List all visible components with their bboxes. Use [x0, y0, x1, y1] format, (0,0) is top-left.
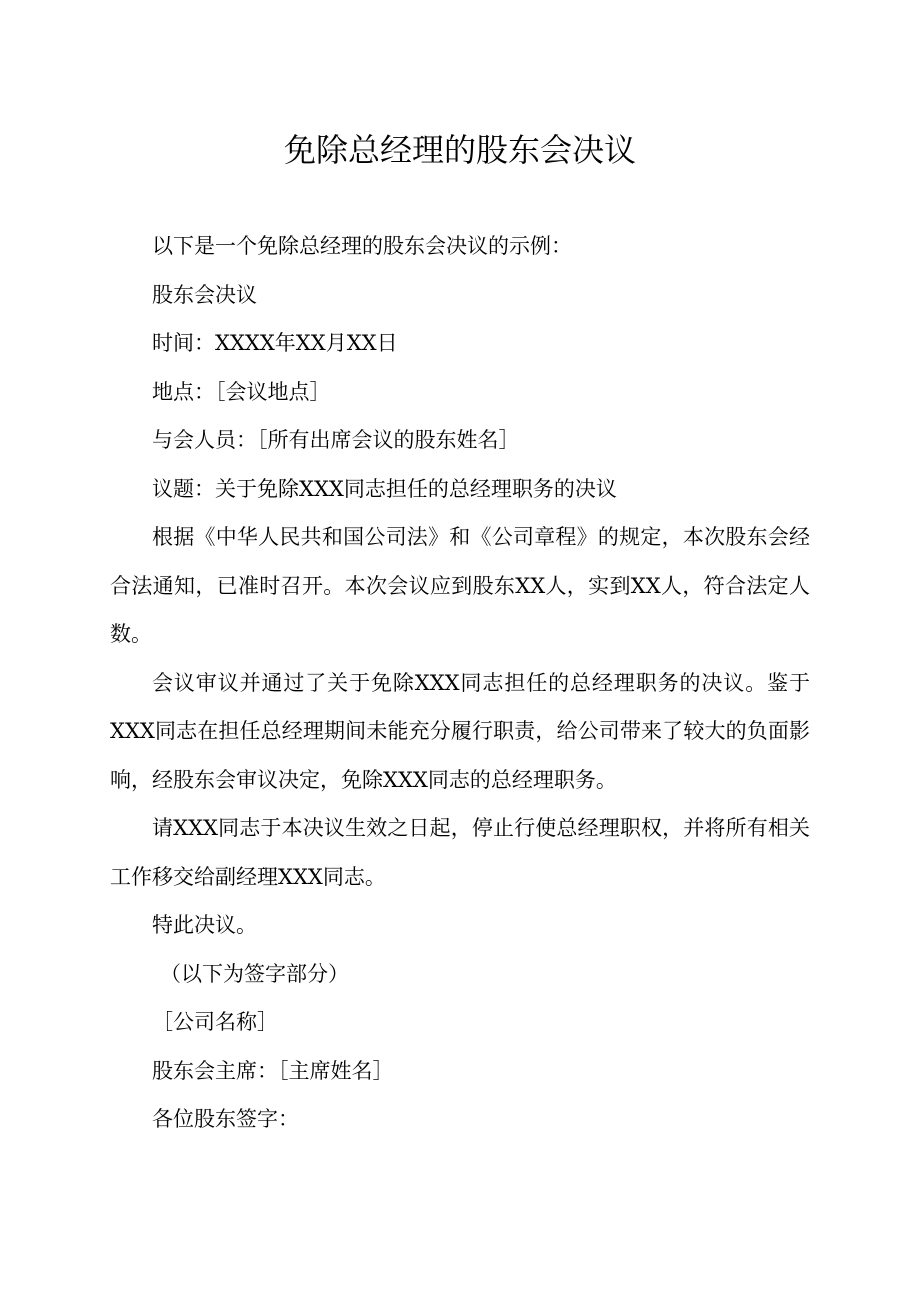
document-body: [110, 222, 810, 1144]
paragraph-decision: 会议审议并通过了关于免除XXX同志担任的总经理职务的决议。鉴于XXX同志在担任总经理期间未能充分履行职责，给公司带来了较大的负面影响，经股东会审议决定，免除XXX同志的总经理职务。: [110, 670, 810, 792]
chairman-line: 股东会主席：［主席姓名］: [152, 1058, 394, 1083]
topic-line: 议题：关于免除XXX同志担任的总经理职务的决议: [152, 476, 617, 501]
paragraph-handover: 请XXX同志于本决议生效之日起，停止行使总经理职权，并将所有相关工作移交给副经理XXX同志。: [110, 816, 810, 889]
closing-line: 特此决议。: [152, 913, 257, 937]
time-line: 时间：XXXX年XX月XX日: [152, 331, 398, 355]
attendees-line: 与会人员：［所有出席会议的股东姓名］: [152, 428, 520, 452]
paragraph-legal-basis: 根据《中华人民共和国公司法》和《公司章程》的规定，本次股东会经合法通知，已准时召开。本次会议应到股东XX人，实到XX人，符合法定人数。: [110, 525, 810, 646]
place-line: 地点：［会议地点］: [152, 379, 331, 404]
document-title: 免除总经理的股东会决议: [283, 131, 636, 169]
resolution-heading: 股东会决议: [152, 282, 257, 307]
shareholders-sign-line: 各位股东签字：: [152, 1107, 299, 1131]
signature-note: （以下为签字部分）: [160, 961, 349, 986]
company-name-line: ［公司名称］: [152, 1010, 278, 1034]
intro-line: 以下是一个免除总经理的股东会决议的示例：: [152, 234, 572, 258]
